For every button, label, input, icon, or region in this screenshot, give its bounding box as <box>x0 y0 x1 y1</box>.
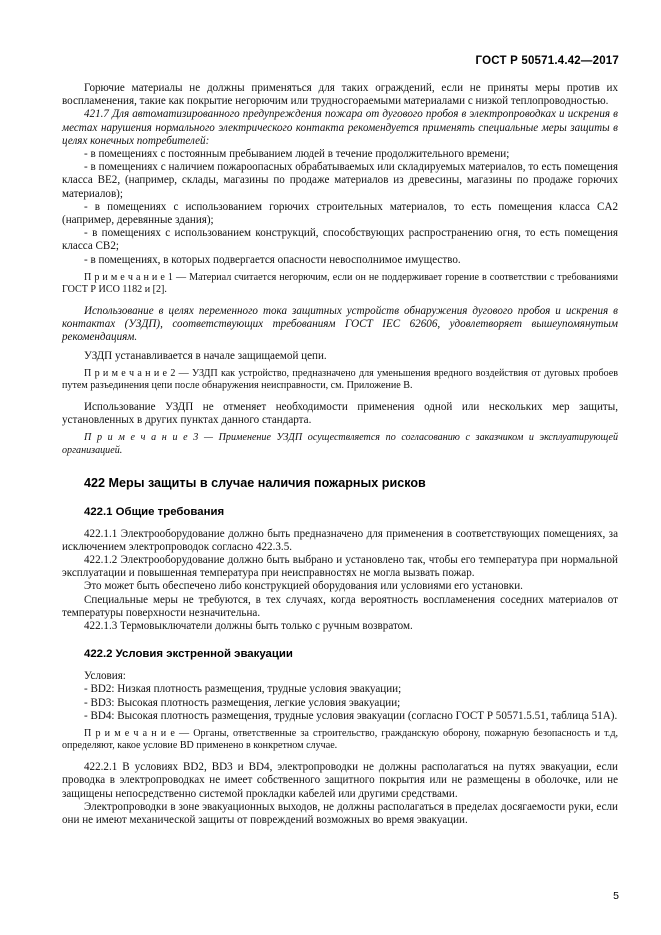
page-content <box>62 82 618 827</box>
list-item: - в помещениях с постоянным пребыванием людей в течение продолжительного времени; <box>84 148 510 161</box>
note-4: П р и м е ч а н и е — Органы, ответственные за строительство, гражданскую оборону, пожарную безопасность и т.д, определяют, какое условие BD применено в конкретном случае. <box>62 728 618 752</box>
section-heading-422: 422 Меры защиты в случае наличия пожарных рисков <box>84 475 426 490</box>
paragraph-422-1-3: 422.1.3 Термовыключатели должны быть только с ручным возвратом. <box>84 620 413 633</box>
paragraph-422-1-1: 422.1.1 Электрооборудование должно быть предназначено для применения в соответствующих помещениях, за исключением электропроводок согласно 422.3.5. <box>62 527 618 553</box>
paragraph-uzdp-usage: Использование в целях переменного тока защитных устройств обнаружения дугового пробоя и искрения в контактах (УЗДП), соответствующих требованиям ГОСТ IEC 62606, удовлетворяет вышеупомянутым рекомендациям. <box>62 305 618 344</box>
paragraph-422-1-2: 422.1.2 Электрооборудование должно быть выбрано и установлено так, чтобы его температура при нормальной эксплуатации и повышенная температура при неисправностях не могла вызвать пожар. <box>62 554 618 580</box>
page-number: 5 <box>613 890 619 902</box>
list-item: - BD3: Высокая плотность размещения, легкие условия эвакуации; <box>84 696 401 709</box>
paragraph: Электропроводки в зоне эвакуационных выходов, не должны располагаться в пределах досягаемости руки, если они не имеют механической защиты от повреждений возможных во время эвакуации. <box>62 800 618 827</box>
list-item: - BD4: Высокая плотность размещения, трудные условия эвакуации (согласно ГОСТ Р 50571.5.51, таблица 51А). <box>84 709 618 722</box>
list-item: - в помещениях с использованием горючих строительных материалов, то есть помещения класса CA2 (например, деревянные здания); <box>62 200 618 227</box>
paragraph: Это может быть обеспечено либо конструкцией оборудования или условиями его установки. <box>84 580 523 593</box>
subsection-heading-422-2: 422.2 Условия экстренной эвакуации <box>84 648 293 661</box>
paragraph-uzdp-install: УЗДП устанавливается в начале защищаемой цепи. <box>84 349 327 362</box>
subsection-heading-422-1: 422.1 Общие требования <box>84 505 225 518</box>
list-item: - в помещениях с наличием пожароопасных обрабатываемых или складируемых материалов, то есть помещения класса BE2, (например, склады, магазины по продаже материалов из древесины, магазины по продаже горючих материалов); <box>62 161 618 200</box>
paragraph-421-7: 421.7 Для автоматизированного предупреждения пожара от дугового пробоя в электропроводках и искрения в местах нарушения нормального электрического контакта рекомендуется применять специальные меры защиты в целях конечных потребителей: <box>62 108 618 147</box>
page-header: ГОСТ Р 50571.4.42—2017 <box>475 55 619 67</box>
paragraph: Горючие материалы не должны применяться для таких ограждений, если не приняты меры против их воспламенения, такие как покрытие негорючим или трудносгораемыми материалами с низкой теплопроводностью. <box>62 82 618 108</box>
paragraph-422-2-1: 422.2.1 В условиях BD2, BD3 и BD4, электропроводки не должны располагаться на путях эвакуации, если проводка в электропроводках не имеет собственного защитного покрытия или не размещены в оболочке, или не защищены непосредственно системой прокладки кабелей или другими средствами. <box>62 761 618 800</box>
list-item: - в помещениях, в которых подвергается опасности невосполнимое имущество. <box>84 253 461 266</box>
note-3: П р и м е ч а н и е 3 — Применение УЗДП осуществляется по согласованию с заказчиком и эксплуатирующей организацией. <box>62 432 618 456</box>
paragraph-conditions: Условия: <box>84 670 126 683</box>
note-2: П р и м е ч а н и е 2 — УЗДП как устройство, предназначено для уменьшения вредного воздействия от дуговых пробоев путем разъединения цепи после обнаружения неисправности, см. Приложение В. <box>62 367 618 391</box>
paragraph-uzdp-measures: Использование УЗДП не отменяет необходимости применения одной или нескольких мер защиты, установленных в других пунктах данного стандарта. <box>62 401 618 427</box>
paragraph: Специальные меры не требуются, в тех случаях, когда вероятность воспламенения соседних материалов от температуры поверхности незначительна. <box>62 593 618 619</box>
list-item: - в помещениях с использованием конструкций, способствующих распространению огня, то есть помещения класса CB2; <box>62 227 618 253</box>
list-item: - BD2: Низкая плотность размещения, трудные условия эвакуации; <box>84 683 402 696</box>
note-1: П р и м е ч а н и е 1 — Материал считается негорючим, если он не поддерживает горение в соответствии с требованиями ГОСТ Р ИСО 1182 и [2]. <box>62 271 618 295</box>
